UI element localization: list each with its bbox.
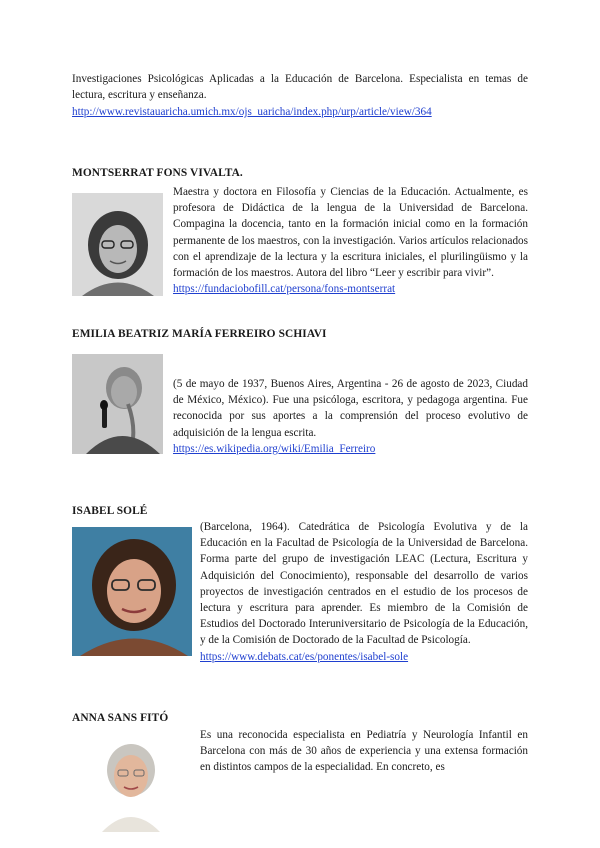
person-name-isabel: ISABEL SOLÉ (72, 505, 148, 517)
intro-paragraph (72, 71, 528, 103)
person-name-montserrat: MONTSERRAT FONS VIVALTA. (72, 167, 243, 179)
portrait-isabel-image (72, 527, 192, 656)
bio-anna (200, 727, 528, 776)
link-emilia[interactable]: https://es.wikipedia.org/wiki/Emilia_Ferreiro (173, 442, 376, 455)
bio-emilia (173, 376, 528, 457)
portrait-montserrat (72, 193, 163, 296)
person-name-emilia: EMILIA BEATRIZ MARÍA FERREIRO SCHIAVI (72, 328, 327, 340)
bio-text-emilia: (5 de mayo de 1937, Buenos Aires, Argentina - 26 de agosto de 2023, Ciudad de México, México). Fue una psicóloga, escritora, y pedagoga argentina. Fue reconocida por sus aportes a la comprensión del proceso evolutivo de adquisición de la lengua escrita. (173, 378, 528, 439)
portrait-emilia (72, 354, 163, 454)
intro-text: Investigaciones Psicológicas Aplicadas a la Educación de Barcelona. Especialista en temas de lectura, escritura y enseñanza. (72, 73, 528, 101)
intro-link-row (72, 104, 528, 120)
bio-text-anna: Es una reconocida especialista en Pediatría y Neurología Infantil en Barcelona con más de 30 años de experiencia y una extensa formación en distintos campos de la especialidad. En concreto, es (200, 729, 528, 774)
portrait-montserrat-image (72, 193, 163, 296)
bio-text-montserrat: Maestra y doctora en Filosofía y Ciencias de la Educación. Actualmente, es profesora de Didáctica de la lengua de la Universidad de Barcelona. Compagina la docencia, tanto en la formación inicial como en la formación permanente de los maestros, con la investigación. Varios artículos relacionados con el aprendizaje de la lectura y la escritura iniciales, el plurilingüismo y la formación de los maestros. Autora del libro “Leer y escribir para vivir”. (173, 186, 528, 280)
link-montserrat[interactable]: https://fundaciobofill.cat/persona/fons-montserrat (173, 283, 396, 296)
portrait-isabel (72, 527, 192, 656)
intro-link[interactable]: http://www.revistauaricha.umich.mx/ojs_uaricha/index.php/urp/article/view/364 (72, 106, 432, 118)
bio-isabel (200, 519, 528, 665)
portrait-anna (98, 736, 162, 832)
bio-montserrat (173, 184, 528, 297)
portrait-anna-image (98, 736, 162, 832)
bio-text-isabel: (Barcelona, 1964). Catedrática de Psicología Evolutiva y de la Educación en la Facultad de Psicología de la Universidad de Barcelona. Forma parte del grupo de investigación LEAC (Lectura, Escritura y Adquisición del Conocimiento), responsable del desarrollo de varios proyectos de investigación centrados en el estudio de los procesos de lectura y escritura para aprender. Es miembro de la Comisión de Estudios del Doctorado Interuniversitario de Psicología de la Educación, y de la Comisión de Doctorado de la Facultad de Psicología. (200, 521, 528, 647)
portrait-emilia-image (72, 354, 163, 454)
link-isabel[interactable]: https://www.debats.cat/es/ponentes/isabel-sole (200, 650, 409, 663)
person-name-anna: ANNA SANS FITÓ (72, 712, 169, 724)
